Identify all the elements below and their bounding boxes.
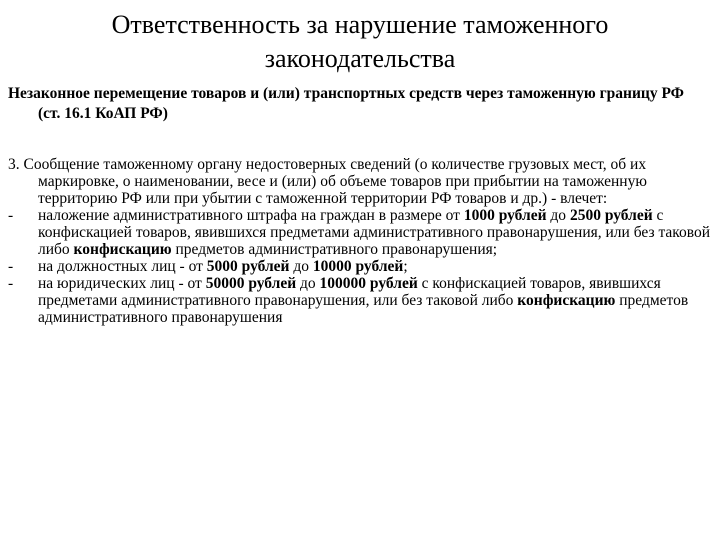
amount-from: 5000 рублей <box>206 258 290 275</box>
list-item-citizens <box>8 207 712 258</box>
list-item-legal-entities <box>8 275 712 326</box>
slide-title <box>60 8 660 76</box>
amount-to: 100000 рублей <box>319 275 418 292</box>
list-dash: - <box>8 275 14 292</box>
title-line-2: законодательства <box>264 44 456 73</box>
amount-from: 50000 рублей <box>205 275 297 292</box>
subtitle-text: Незаконное перемещение товаров и (или) транспортных средств через таможенную границу РФ (ст. 16.1 КоАП РФ) <box>8 85 684 122</box>
item-text: предметов административного правонарушения; <box>171 241 498 258</box>
list-dash: - <box>8 258 14 275</box>
amount-from: 1000 рублей <box>463 207 547 224</box>
item-text: на должностных лиц - от <box>38 258 207 275</box>
slide-body <box>8 156 712 326</box>
item-text: до <box>546 207 570 224</box>
amount-to: 2500 рублей <box>569 207 653 224</box>
confiscation-term: конфискацию <box>73 241 172 258</box>
title-line-1: Ответственность за нарушение таможенного <box>111 10 609 39</box>
item-text: до <box>289 258 313 275</box>
intro-paragraph: 3. Сообщение таможенному органу недостоверных сведений (о количестве грузовых мест, об их маркировке, о наименовании, весе и (или) об объеме товаров при прибытии на таможенную территорию РФ или при убытии с таможенной территории РФ товаров и др.) - влечет: <box>8 156 647 207</box>
item-text: предметов административного правонарушения <box>38 292 689 326</box>
list-dash: - <box>8 207 14 224</box>
item-text: ; <box>403 258 408 275</box>
item-text: до <box>296 275 320 292</box>
confiscation-term: конфискацию <box>517 292 616 309</box>
slide-subtitle <box>8 84 708 124</box>
amount-to: 10000 рублей <box>312 258 404 275</box>
item-text: на юридических лиц - от <box>38 275 206 292</box>
item-text: наложение административного штрафа на граждан в размере от <box>38 207 464 224</box>
item-text: с конфискацией товаров, явившихся предметами административного правонарушения, или без таковой либо <box>38 207 711 258</box>
item-text: с конфискацией товаров, явившихся предметами административного правонарушения, или без таковой либо <box>38 275 661 309</box>
list-item-officials <box>8 258 712 275</box>
